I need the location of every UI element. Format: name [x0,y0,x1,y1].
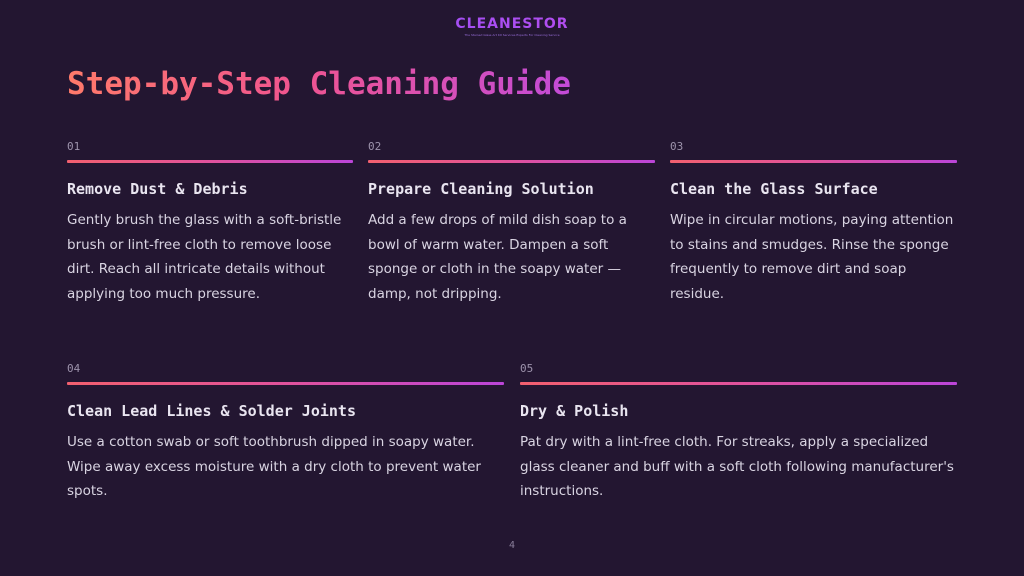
page-title: Step-by-Step Cleaning Guide [67,62,571,106]
step-card-3 [670,139,957,307]
step-divider [67,160,353,163]
step-description: Gently brush the glass with a soft-bristle brush or lint-free cloth to remove loose dirt. Reach all intricate details without applying too much pressure. [67,212,342,303]
step-divider [520,382,957,385]
step-title: Remove Dust & Debris [67,180,248,198]
step-card-5 [520,361,957,504]
step-card-4 [67,361,504,504]
step-description: Use a cotton swab or soft toothbrush dipped in soapy water. Wipe away excess moisture with a dry cloth to prevent water spots. [67,434,481,500]
step-title: Clean the Glass Surface [670,180,878,198]
step-number: 03 [670,140,684,153]
step-divider [368,160,655,163]
brand-name: CLEANESTOR [0,15,1024,33]
step-number: 02 [368,140,382,153]
brand-tagline: The Stained Glass Art Kit Services Experts For Cleaning Service [464,33,560,37]
step-title: Dry & Polish [520,402,629,420]
step-title: Clean Lead Lines & Solder Joints [67,402,356,420]
step-number: 04 [67,362,81,375]
step-card-2 [368,139,655,307]
step-divider [67,382,504,385]
step-number: 01 [67,140,81,153]
step-divider [670,160,957,163]
step-card-1 [67,139,353,307]
step-title: Prepare Cleaning Solution [368,180,594,198]
step-description: Add a few drops of mild dish soap to a bowl of warm water. Dampen a soft sponge or cloth in the soapy water — damp, not dripping. [368,212,627,303]
step-description: Wipe in circular motions, paying attention to stains and smudges. Rinse the sponge frequently to remove dirt and soap residue. [670,212,954,303]
step-description: Pat dry with a lint-free cloth. For streaks, apply a specialized glass cleaner and buff with a soft cloth following manufacturer's instructions. [520,434,954,500]
brand-logo [0,15,1024,38]
step-number: 05 [520,362,534,375]
page-number: 4 [508,540,516,551]
